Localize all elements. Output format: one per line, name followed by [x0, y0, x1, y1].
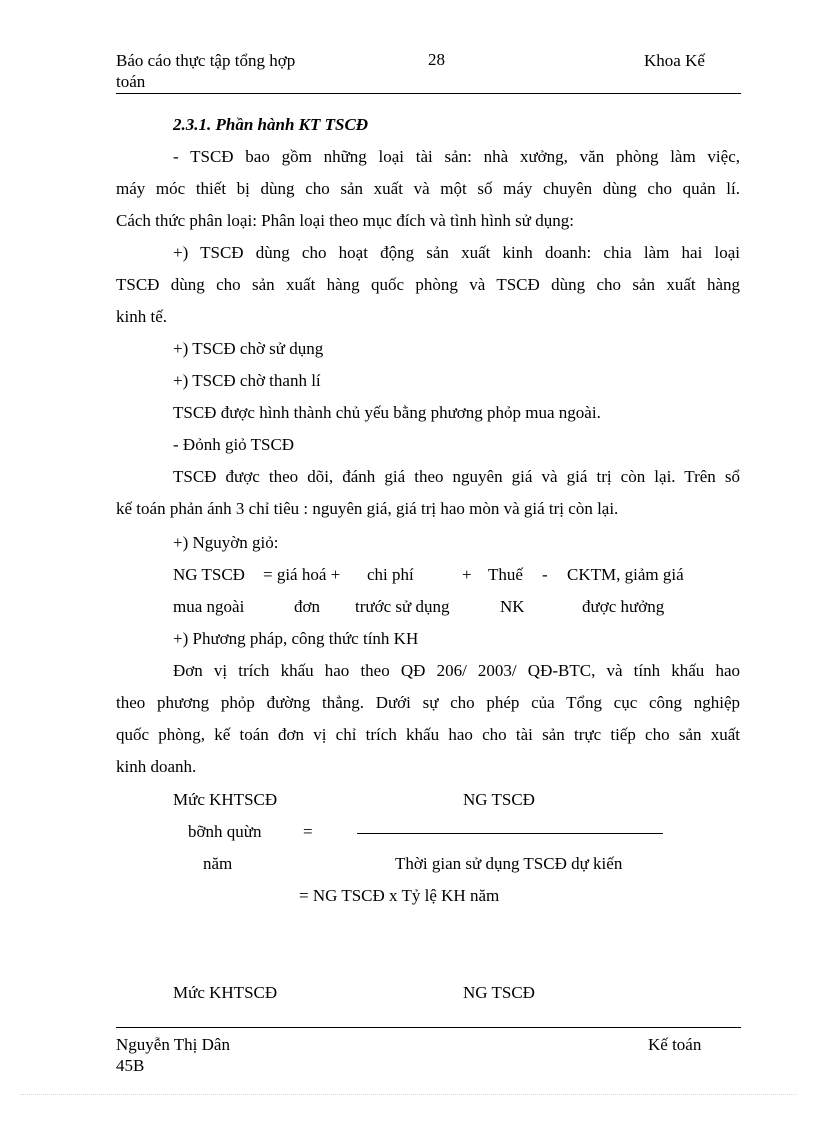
- paragraph-line: Đơn vị trích khấu hao theo QĐ 206/ 2003/ QĐ-BTC, và tính khấu hao: [173, 661, 740, 680]
- footer-department: Kế toán: [648, 1035, 702, 1054]
- formula-term: CKTM, giảm giá: [567, 565, 684, 584]
- formula-term: đơn: [294, 597, 320, 616]
- paragraph-line: kinh tế.: [116, 307, 167, 326]
- paragraph-line: TSCĐ được theo dõi, đánh giá theo nguyên giá và giá trị còn lại. Trên sổ: [173, 467, 740, 486]
- formula-operator: -: [542, 565, 548, 584]
- fraction-bar: [357, 833, 663, 834]
- formula-term: NK: [500, 597, 525, 616]
- formula-term: chi phí: [367, 565, 414, 584]
- formula-numerator: NG TSCĐ: [463, 790, 535, 809]
- formula-operator: +: [462, 565, 472, 584]
- formula-term: được hưởng: [582, 597, 665, 616]
- footer-author: Nguyễn Thị Dân: [116, 1035, 230, 1054]
- footer-rule: [116, 1027, 741, 1028]
- page-number: 28: [428, 50, 445, 69]
- paragraph-line: theo phương phỏp đường thẳng. Dưới sự cho phép của Tổng cục công nghiệp: [116, 693, 740, 712]
- formula-denominator: Thời gian sử dụng TSCĐ dự kiến: [395, 854, 623, 873]
- footer-class: 45B: [116, 1056, 145, 1075]
- header-rule: [116, 93, 741, 94]
- formula-label: Mức KHTSCĐ: [173, 790, 278, 809]
- subheading: +) Phương pháp, công thức tính KH: [173, 629, 419, 648]
- subheading: +) Nguyờn giỏ:: [173, 533, 279, 552]
- list-item: +) TSCĐ chờ sử dụng: [173, 339, 324, 358]
- header-title-continued: toán: [116, 72, 146, 91]
- paragraph-line: - TSCĐ bao gồm những loại tài sản: nhà xưởng, văn phòng làm việc,: [173, 147, 740, 166]
- formula-term: Thuế: [488, 565, 523, 584]
- header-title: Báo cáo thực tập tổng hợp: [116, 51, 296, 70]
- paragraph-line: TSCĐ dùng cho sản xuất hàng quốc phòng và TSCĐ dùng cho sản xuất hàng: [116, 275, 740, 294]
- page-edge-divider: [20, 1094, 796, 1095]
- list-item: +) TSCĐ chờ thanh lí: [173, 371, 321, 390]
- paragraph-line: Cách thức phân loại: Phân loại theo mục đích và tình hình sử dụng:: [116, 211, 574, 230]
- section-heading: 2.3.1. Phần hành KT TSCĐ: [173, 115, 369, 134]
- header-department: Khoa Kế: [644, 51, 705, 70]
- paragraph-line: kế toán phản ánh 3 chỉ tiêu : nguyên giá, giá trị hao mòn và giá trị còn lại.: [116, 499, 619, 518]
- paragraph-line: máy móc thiết bị dùng cho sản xuất và một số máy chuyên dùng cho quản lí.: [116, 179, 740, 198]
- formula-term: trước sử dụng: [355, 597, 450, 616]
- paragraph-line: quốc phòng, kế toán đơn vị chỉ trích khấu hao cho tài sản trực tiếp cho sản xuất: [116, 725, 740, 744]
- formula-term: NG TSCĐ: [173, 565, 245, 584]
- formula-label: năm: [203, 854, 233, 873]
- formula-alternative: = NG TSCĐ x Tỷ lệ KH năm: [299, 886, 500, 905]
- formula-term: mua ngoài: [173, 597, 245, 616]
- formula-label: bỡnh quừn: [188, 822, 262, 841]
- formula-numerator: NG TSCĐ: [463, 983, 535, 1002]
- formula-term: = giá hoá +: [263, 565, 341, 584]
- paragraph-line: +) TSCĐ dùng cho hoạt động sản xuất kinh doanh: chia làm hai loại: [173, 243, 740, 262]
- formula-equals: =: [303, 822, 313, 841]
- paragraph-line: kinh doanh.: [116, 757, 197, 776]
- formula-label: Mức KHTSCĐ: [173, 983, 278, 1002]
- subheading: - Đỏnh giỏ TSCĐ: [173, 435, 295, 454]
- paragraph-line: TSCĐ được hình thành chủ yếu bằng phương phỏp mua ngoài.: [173, 403, 601, 422]
